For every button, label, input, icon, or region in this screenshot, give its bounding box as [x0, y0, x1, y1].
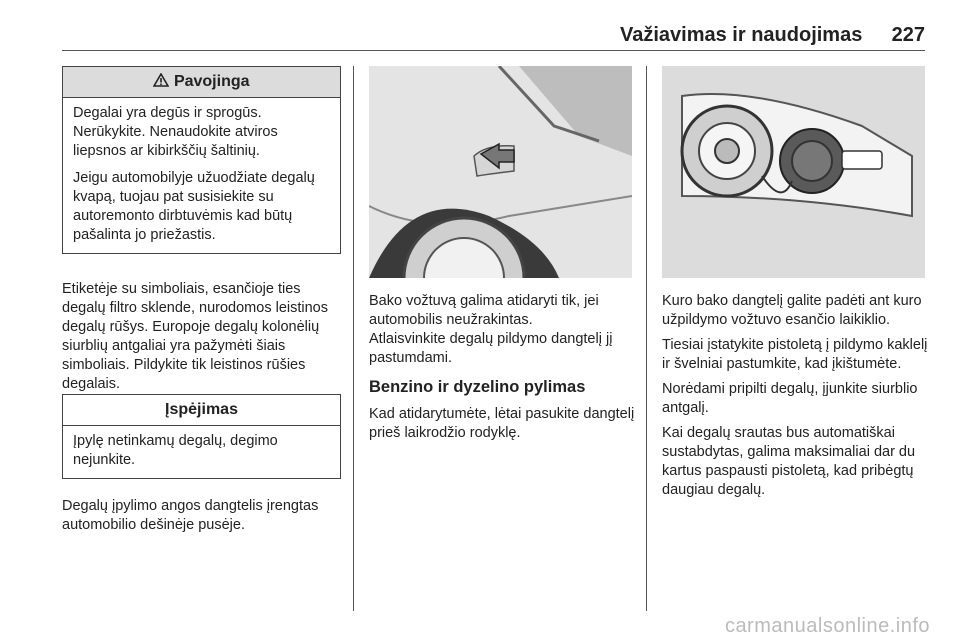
warning-triangle-icon: [153, 73, 173, 90]
filler-flap-location-text: Degalų įpylimo angos dangtelis įrengtas automobilio dešinėje pusėje.: [62, 498, 319, 533]
page-number: 227: [891, 24, 925, 46]
col2-paragraph: Bako vožtuvą galima atidaryti tik, jei automobilis neužrakintas.: [369, 293, 599, 328]
column-divider-2: [646, 66, 647, 611]
danger-box-header: [63, 67, 340, 98]
page-title: Važiavimas ir naudojimas: [620, 24, 863, 46]
caution-box-title: Įspėjimas: [63, 395, 340, 426]
section-subheading: Benzino ir dyzelino pylimas: [369, 378, 586, 396]
col1-paragraph-2: [62, 497, 342, 541]
caution-box-body: Įpylę netinkamų degalų, degimo nejunkite.: [73, 433, 278, 468]
fuel-cap-holder-illustration: [662, 66, 925, 278]
page-header: [620, 24, 925, 52]
col2-paragraph: Atlaisvinkite degalų pildymo dangtelį jį pastumdami.: [369, 331, 613, 366]
danger-box: [62, 66, 341, 254]
col1-paragraph-1: [62, 280, 342, 400]
danger-paragraph: Degalai yra degūs ir sprogūs. Nerūkykite. Nenaudokite atviros liepsnos ar kibirkščių šaltinių.: [73, 105, 278, 159]
danger-box-body: [63, 98, 340, 253]
col3-text: [662, 292, 932, 506]
col2-text: [369, 292, 639, 449]
column-divider-1: [353, 66, 354, 611]
col3-paragraph: Kai degalų srautas bus automatiškai sustabdytas, galima maksimaliai dar du kartus paspausti pistoletą, kad pribėgtų daugiau degalų.: [662, 425, 916, 498]
caution-box: [62, 394, 341, 479]
col3-paragraph: Norėdami pripilti degalų, įjunkite siurblio antgalį.: [662, 381, 918, 416]
col3-paragraph: Tiesiai įstatykite pistoletą į pildymo kaklelį ir švelniai pastumkite, kad įkištumėte.: [662, 337, 928, 372]
fuel-label-text: Etiketėje su simboliais, esančioje ties degalų filtro sklende, nurodomos leistinos degalų rūšys. Europoje degalų kolonėlių siurblių antgaliai yra pažymėti šiais simboliais. Pildykite tik leistinos rūšies degalais.: [62, 281, 328, 392]
header-rule: [62, 50, 925, 51]
car-fuel-flap-illustration: [369, 66, 632, 278]
danger-box-title: Pavojinga: [173, 73, 250, 90]
col2-paragraph: Kad atidarytumėte, lėtai pasukite dangtelį prieš laikrodžio rodyklę.: [369, 406, 635, 441]
col3-paragraph: Kuro bako dangtelį galite padėti ant kuro užpildymo vožtuvo esančio laikiklio.: [662, 293, 922, 328]
watermark: carmanualsonline.info: [724, 615, 930, 637]
danger-paragraph: Jeigu automobilyje užuodžiate degalų kvapą, tuojau pat susisiekite su autoremonto dirbtuvėmis kad būtų pašalinta jo priežastis.: [73, 170, 315, 243]
